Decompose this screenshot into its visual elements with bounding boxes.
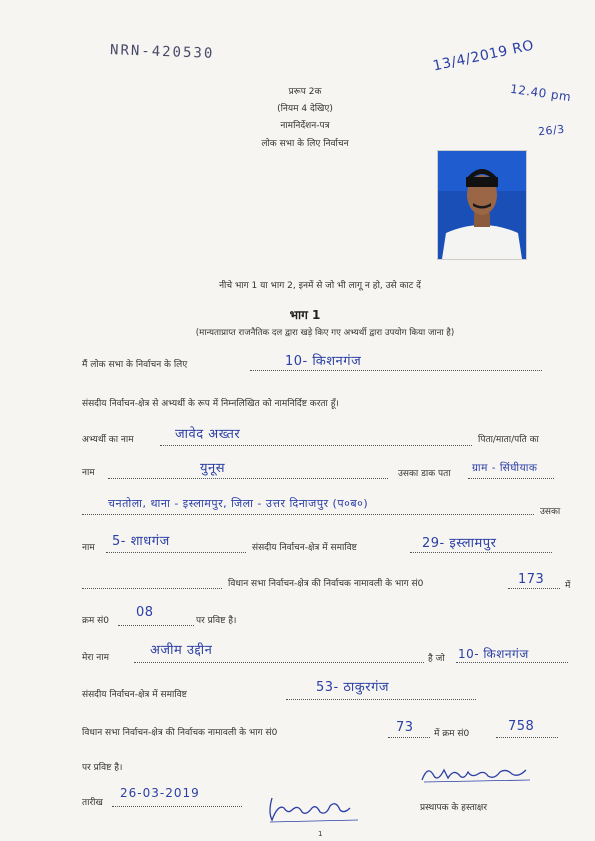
proposer-assembly: 53- ठाकुरगंज	[316, 680, 390, 695]
line6-label: नाम	[82, 543, 95, 553]
line10-label: संसदीय निर्वाचन-क्षेत्र में समाविष्ट	[82, 690, 187, 700]
instruction-text: नीचे भाग 1 या भाग 2, इनमें से जो भी लागू न हो, उसे काट दें	[219, 281, 421, 291]
form-number: प्ररूप 2क	[288, 87, 322, 97]
line6-blank	[106, 552, 246, 553]
proposer-name: अजीम उद्दीन	[150, 643, 213, 658]
receipt-time: 12.40 pm	[509, 81, 573, 105]
line8-label: क्रम सं0	[82, 616, 109, 626]
line3-suffix: पिता/माता/पति का	[478, 435, 539, 445]
serial-number: 08	[136, 605, 154, 620]
date-label: तारीख	[82, 798, 103, 808]
candidate-signature	[266, 794, 362, 826]
proposer-signature-label: प्रस्थापक के हस्ताक्षर	[420, 803, 488, 813]
proposer-roll-part: 73	[396, 720, 414, 735]
line10-blank	[286, 699, 476, 700]
receipt-initial: 26/3	[537, 122, 566, 139]
form-rule: (नियम 4 देखिए)	[277, 104, 333, 114]
line11-text: विधान सभा निर्वाचन-क्षेत्र की निर्वाचक नामावली के भाग सं0	[82, 728, 278, 738]
line1-label: मैं लोक सभा के निर्वाचन के लिए	[82, 360, 188, 370]
line8-blank	[118, 625, 194, 626]
line11-mid: में क्रम सं0	[434, 729, 470, 739]
line4-blank2	[468, 478, 554, 479]
part-title: भाग 1	[289, 308, 321, 322]
candidate-photo	[437, 150, 527, 260]
line7-blank	[82, 588, 222, 589]
address-village: ग्राम - सिंघीयाक	[472, 462, 538, 474]
line3-label: अभ्यर्थी का नाम	[82, 435, 134, 445]
line9-blank	[134, 662, 424, 663]
line8-suffix: पर प्रविष्ट है।	[196, 616, 237, 626]
proposer-constituency: 10- किशनगंज	[458, 647, 529, 661]
page-number: 1	[318, 830, 323, 838]
line6-blank2	[410, 552, 552, 553]
line12-text: पर प्रविष्ट है।	[82, 763, 123, 773]
line1-blank	[250, 370, 542, 371]
line2-text: संसदीय निर्वाचन-क्षेत्र से अभ्यर्थी के रूप में निम्नलिखित को नामनिर्दिष्ट करता हूँ।	[82, 399, 339, 409]
document-type: नामनिर्देशन-पत्र	[280, 121, 330, 131]
parliamentary-constituency: 5- शाधगंज	[112, 534, 170, 549]
reference-number: NRN-420530	[109, 42, 215, 62]
line5-suffix: उसका	[540, 507, 561, 517]
line5-blank	[82, 514, 534, 515]
election-title: लोक सभा के लिए निर्वाचन	[261, 139, 349, 149]
roll-part-number: 173	[518, 572, 545, 587]
line9-label: मेरा नाम	[82, 653, 109, 663]
date-value: 26-03-2019	[120, 786, 200, 800]
line9-mid: है जो	[428, 654, 445, 664]
line3-blank	[160, 445, 472, 446]
father-name: युनूस	[200, 461, 226, 476]
line11-blank	[388, 737, 430, 738]
proposer-serial: 758	[508, 719, 535, 734]
candidate-name: जावेद अख्तर	[175, 427, 241, 442]
line1-constituency: 10- किशनगंज	[285, 354, 362, 369]
address-full: चनतोला, थाना - इस्लामपुर, जिला - उत्तर दिनाजपुर (प०ब०)	[108, 497, 369, 510]
line4-label: नाम	[82, 468, 95, 478]
line9-blank2	[456, 662, 568, 663]
proposer-signature	[418, 760, 538, 788]
line4-address-label: उसका डाक पता	[398, 469, 451, 479]
candidate-photo-image	[438, 151, 526, 259]
line7-text: विधान सभा निर्वाचन-क्षेत्र की निर्वाचक नामावली के भाग सं0	[228, 579, 424, 589]
line11-blank2	[496, 737, 558, 738]
date-blank	[112, 806, 242, 807]
line6-mid: संसदीय निर्वाचन-क्षेत्र में समाविष्ट	[252, 543, 357, 553]
receipt-date: 13/4/2019 RO	[431, 37, 536, 75]
line7-blank2	[508, 588, 560, 589]
part-subtitle: (मान्यताप्राप्त राजनैतिक दल द्वारा खड़े किए गए अभ्यर्थी द्वारा उपयोग किया जाना है)	[195, 328, 455, 338]
line4-blank	[108, 478, 388, 479]
assembly-constituency: 29- इस्लामपुर	[422, 536, 497, 551]
line7-suffix: में	[565, 581, 571, 591]
